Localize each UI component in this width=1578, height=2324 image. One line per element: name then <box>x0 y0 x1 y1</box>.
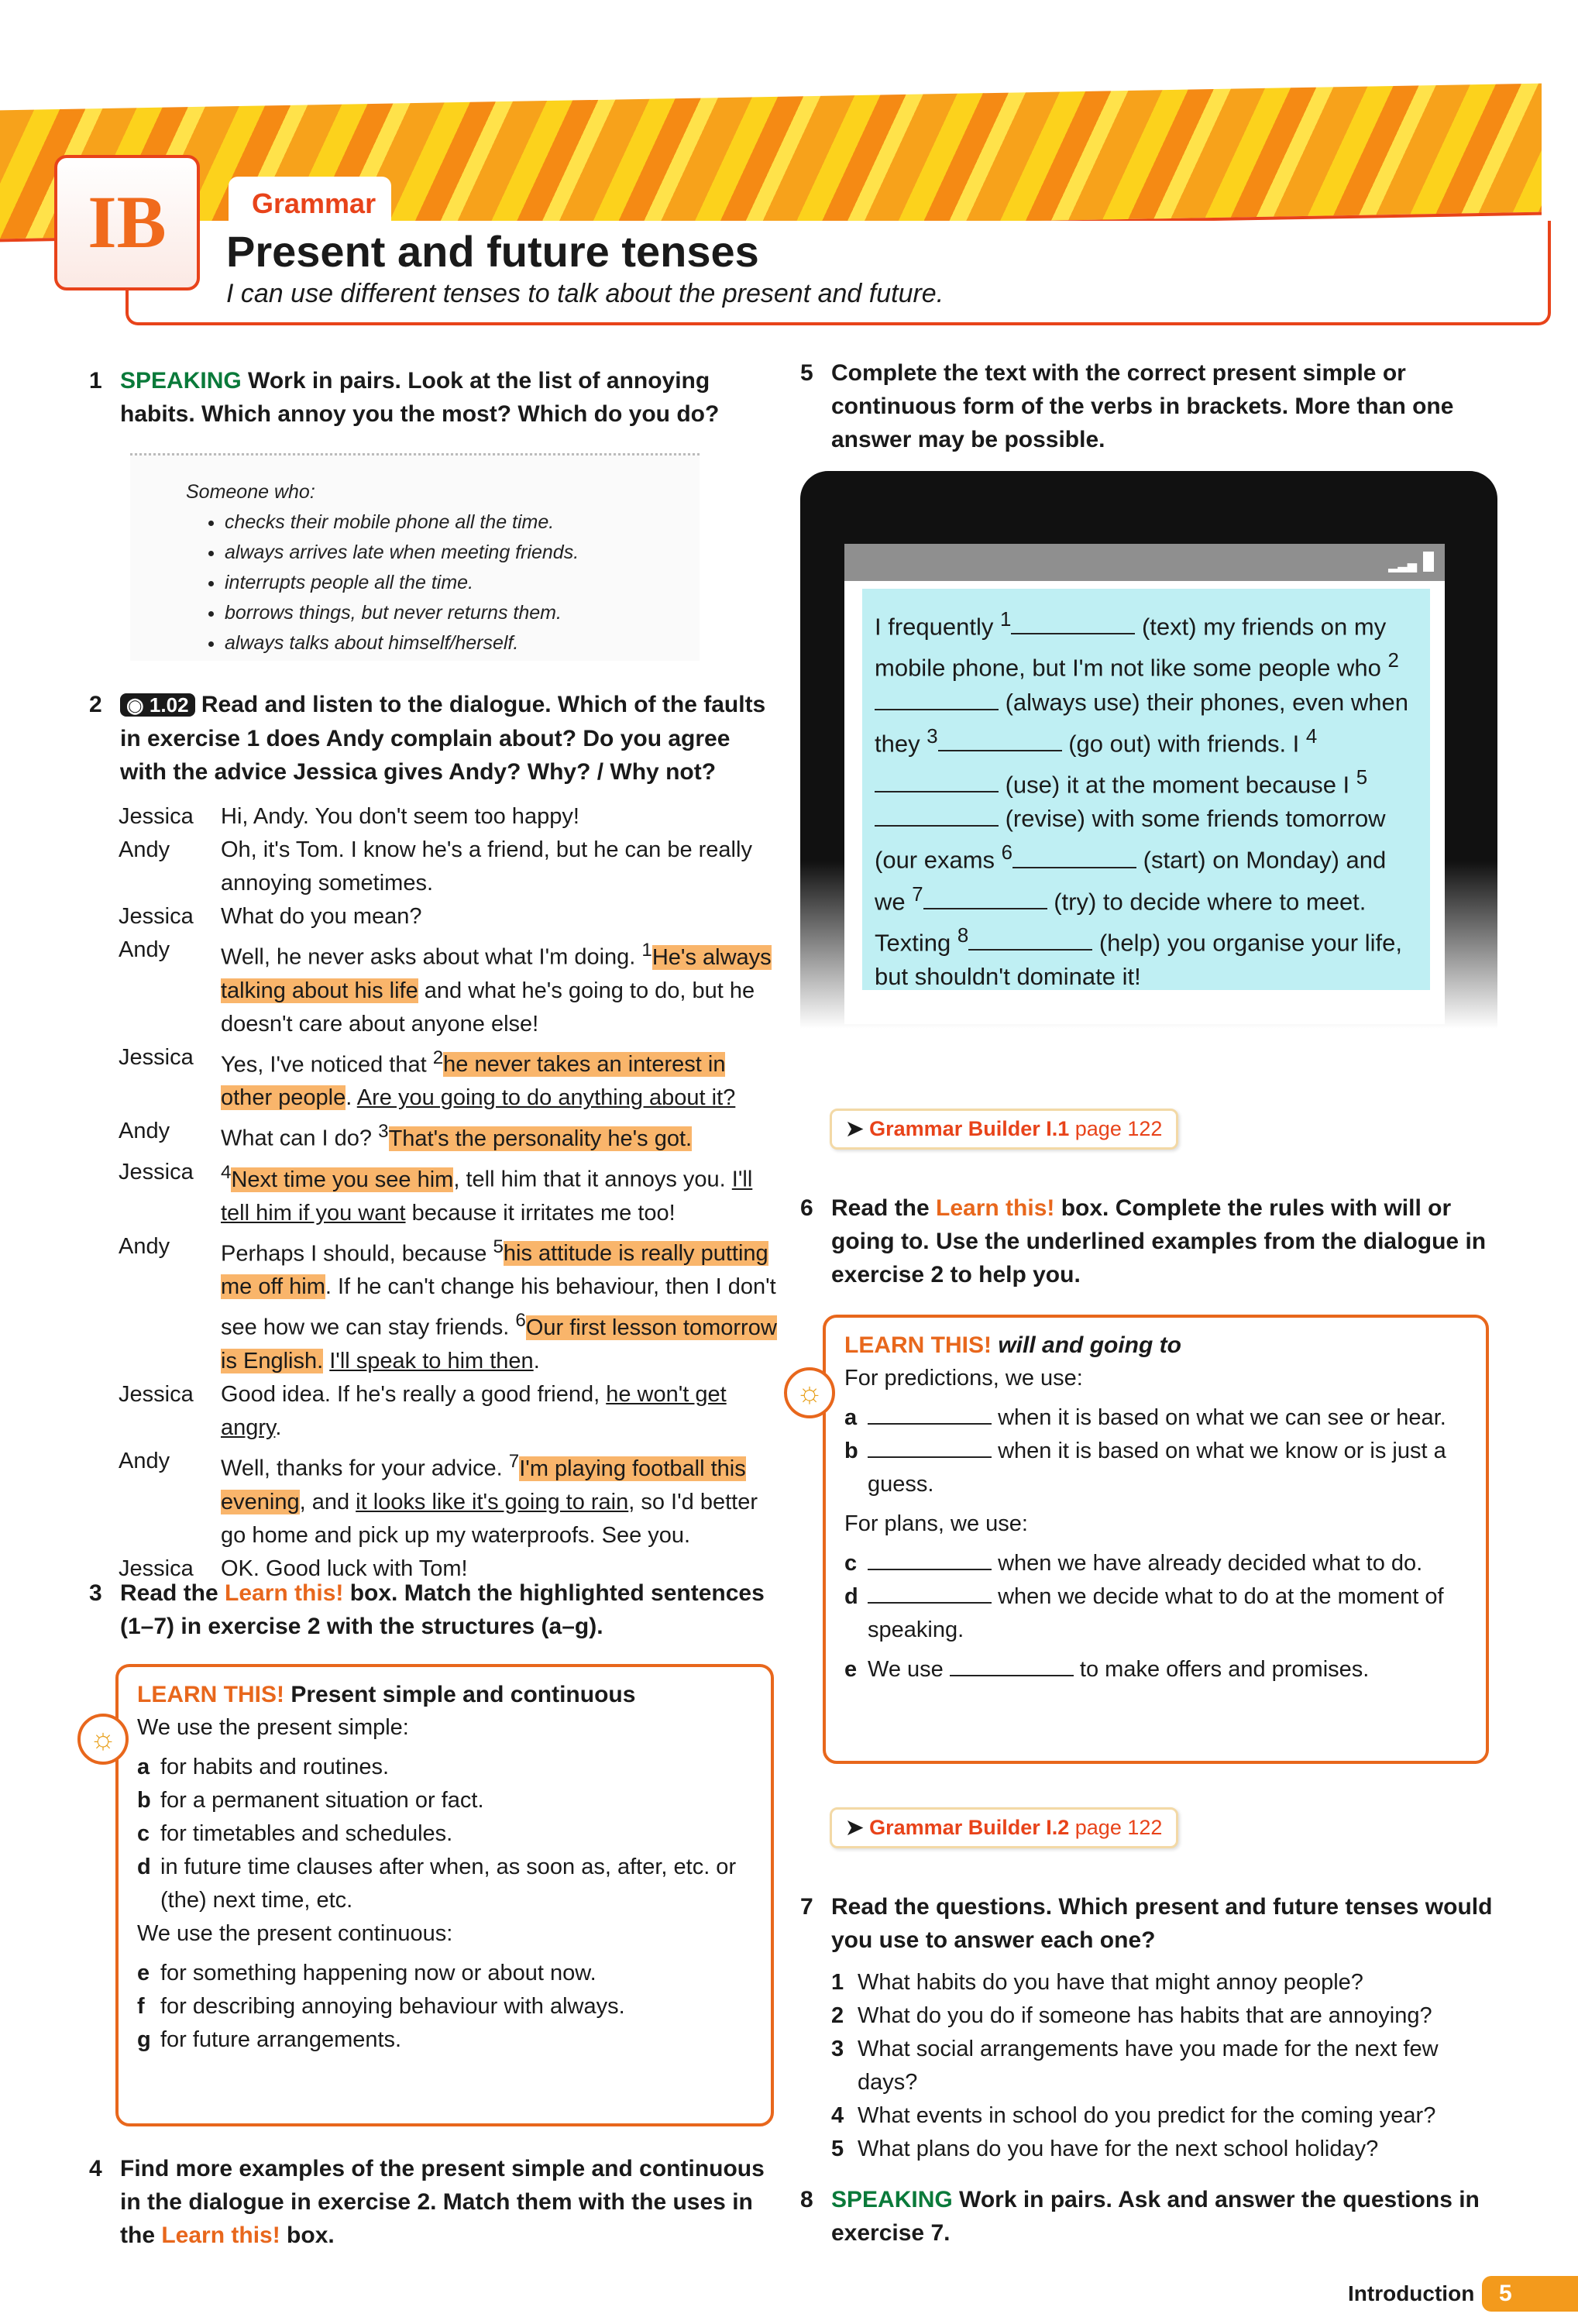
rule-text <box>160 1957 596 1990</box>
signal-icon: ▂▃▅ <box>1388 559 1417 572</box>
lightbulb-icon: ☼ <box>784 1367 835 1418</box>
rule-letter: d <box>137 1855 151 1879</box>
text: , so I'd better go home and pick up my waterproofs. See you. <box>221 1489 758 1548</box>
habit-item: • always arrives late when meeting friends. <box>225 538 700 568</box>
exercise-6: 6 Read the Learn this! box. Complete the rules with will or going to. Use the underlined examples from the dialogue in exercise 2 to help you. <box>800 1195 1487 1287</box>
question-text: What habits do you have that might annoy people? <box>858 1970 1363 1995</box>
question-list <box>831 1966 1497 2166</box>
text: . <box>346 1085 357 1111</box>
text: . If he can't change his behaviour, then I don't see how we can stay friends. <box>221 1274 776 1340</box>
dialogue-text <box>221 800 579 834</box>
speaker-name: Andy <box>119 1448 170 1473</box>
rule-text: for describing annoying behaviour with always. <box>160 1994 625 2019</box>
rule-text <box>868 1547 1422 1580</box>
text: What do you mean? <box>221 904 422 929</box>
rule-text <box>160 1751 389 1784</box>
status-bar <box>844 544 1445 581</box>
text: Well, thanks for your advice. <box>221 1456 509 1481</box>
rule-text <box>868 1435 1470 1501</box>
underlined-example: it looks like it's going to rain <box>356 1489 629 1514</box>
gap-number: 6 <box>1001 842 1013 865</box>
answer-blank[interactable] <box>868 1585 992 1604</box>
rule-letter: c <box>844 1551 858 1576</box>
habit-item: • borrows things, but never returns them. <box>225 598 700 628</box>
sentence-number: 1 <box>641 940 652 961</box>
lightbulb-icon: ☼ <box>77 1714 129 1765</box>
rule-text: when it is based on what we can see or hear. <box>998 1405 1446 1430</box>
underlined-example: I'll tell him if you want <box>221 1167 753 1226</box>
arrow-icon: ➤ <box>846 1816 864 1839</box>
rule-text <box>868 1580 1470 1647</box>
answer-blank[interactable] <box>868 1439 992 1458</box>
rule-c <box>137 1817 755 1851</box>
speaker-name: Andy <box>119 1119 170 1144</box>
rule-f <box>137 1990 755 2023</box>
dialogue-text <box>221 900 422 933</box>
dialogue-line <box>119 1378 777 1445</box>
rule-letter: a <box>844 1405 858 1430</box>
dialogue-text <box>221 1156 777 1230</box>
dialogue-line <box>119 1115 777 1156</box>
rule-letter: a <box>137 1755 150 1779</box>
speaking-tag: SPEAKING <box>120 368 242 394</box>
rule-text: when it is based on what we know or is just a guess. <box>868 1439 1446 1497</box>
rule-text <box>868 1401 1446 1435</box>
page-number: 5 <box>1482 2276 1578 2312</box>
question-number: 5 <box>831 2137 844 2161</box>
rule-d <box>844 1580 1470 1647</box>
rule-e <box>137 1957 755 1990</box>
text: OK. Good luck with Tom! <box>221 1556 468 1581</box>
sentence-number: 5 <box>493 1236 504 1257</box>
text: , and <box>299 1489 356 1514</box>
rule-text <box>160 1990 625 2023</box>
learn-this-box-present: LEARN THIS! Present simple and continuous We use the present simple: a for habits and routines. b for a permanent situation or fact. c for timetables and schedules. d in future time clauses after when, as soon as, after, etc. or (the) next time, etc. We use the present continuous: e for something happening now or about now. f for describing annoying behaviour with always. g for future arrangements. <box>115 1664 774 2126</box>
rule-text: for timetables and schedules. <box>160 1821 453 1846</box>
gap-number: 2 <box>1387 650 1399 672</box>
dialogue-text <box>221 1041 777 1116</box>
text: , tell him that it annoys you. <box>453 1167 732 1192</box>
page-subtitle: I can use different tenses to talk about the present and future. <box>226 279 944 308</box>
gap-number: 5 <box>1356 766 1368 789</box>
speaker-name: Andy <box>119 1233 170 1259</box>
footer-section: Introduction <box>1348 2281 1475 2305</box>
message-text: (try) to decide where to meet. Texting <box>875 887 1367 957</box>
highlighted-sentence: Our first lesson tomorrow is English. <box>221 1315 777 1373</box>
dialogue-line <box>119 1230 777 1378</box>
rule-text <box>160 1784 484 1817</box>
battery-icon <box>1423 552 1434 572</box>
speaking-tag: SPEAKING <box>831 2187 953 2212</box>
text: Oh, it's Tom. I know he's a friend, but he can be really annoying sometimes. <box>221 837 752 896</box>
rule-b <box>844 1435 1470 1501</box>
habit-item: • interrupts people all the time. <box>225 568 700 598</box>
speaker-name: Andy <box>119 937 170 962</box>
highlighted-sentence: he never takes an interest in other people <box>221 1052 726 1111</box>
dialogue-line <box>119 900 777 933</box>
gap-number: 7 <box>912 883 923 906</box>
highlighted-sentence: Next time you see him <box>231 1167 454 1192</box>
question-number: 4 <box>831 2103 844 2128</box>
question-item <box>831 2099 1497 2133</box>
highlighted-sentence: He's always talking about his life <box>221 944 772 1003</box>
rule-text: for something happening now or about now. <box>160 1961 596 1985</box>
rule-a <box>137 1751 755 1784</box>
rule-text: for habits and routines. <box>160 1755 390 1779</box>
answer-blank[interactable] <box>875 692 999 710</box>
arrow-icon: ➤ <box>846 1117 864 1140</box>
underlined-example: I'll speak to him then <box>329 1348 534 1373</box>
rule-letter: g <box>137 2027 151 2052</box>
text: . <box>275 1415 282 1440</box>
sentence-number: 6 <box>515 1310 526 1332</box>
message-text: (go out) with friends. I <box>1061 729 1306 757</box>
answer-blank[interactable] <box>1011 616 1135 634</box>
dialogue-line <box>119 834 777 900</box>
answer-blank[interactable] <box>968 932 1092 951</box>
dialogue-text <box>221 1445 777 1552</box>
rule-e: e We use to make offers and promises. <box>844 1657 1370 1682</box>
message-text: (use) it at the moment because I <box>999 771 1356 799</box>
highlighted-sentence: I'm playing football this evening <box>221 1456 746 1514</box>
text: Well, he never asks about what I'm doing. <box>221 944 642 970</box>
question-text: What plans do you have for the next school holiday? <box>858 2137 1379 2161</box>
grammar-builder-link-2[interactable]: ➤ Grammar Builder I.2 page 122 <box>830 1807 1178 1848</box>
question-text: What events in school do you predict for the coming year? <box>858 2103 1436 2128</box>
sentence-number: 2 <box>432 1047 444 1068</box>
section-tab: Grammar <box>229 177 391 225</box>
exercise-8: 8 SPEAKING Work in pairs. Ask and answer the questions in exercise 7. <box>800 2187 1480 2246</box>
speaker-name: Jessica <box>119 1044 194 1070</box>
dialogue-line <box>119 1156 777 1230</box>
rule-text <box>160 1851 755 1917</box>
rule-text: for a permanent situation or fact. <box>160 1788 484 1813</box>
dialogue-text <box>221 1378 777 1445</box>
speaker-name: Jessica <box>119 804 194 829</box>
page-title: Present and future tenses <box>226 227 759 276</box>
grammar-builder-link-1[interactable]: ➤ Grammar Builder I.1 page 122 <box>830 1109 1178 1150</box>
text: . <box>533 1348 540 1373</box>
rule-letter: b <box>137 1788 151 1813</box>
rule-letter: e <box>137 1961 150 1985</box>
rule-a <box>844 1401 1470 1435</box>
gap-number: 3 <box>927 725 938 748</box>
message-text: (text) my friends on my mobile phone, but I'm not like some people who <box>875 613 1388 682</box>
question-number: 3 <box>831 2037 844 2061</box>
dialogue-text <box>221 1115 692 1156</box>
rule-text: when we decide what to do at the moment of speaking. <box>868 1584 1444 1642</box>
text: Good idea. If he's really a good friend, <box>221 1381 607 1407</box>
habit-item: • always talks about himself/herself. <box>225 628 700 658</box>
message-text: (start) on Monday) and we <box>875 846 1387 915</box>
answer-blank[interactable] <box>1012 850 1136 868</box>
question-item <box>831 2033 1497 2099</box>
rule-text <box>160 1817 452 1851</box>
dialogue-text <box>221 834 777 900</box>
text: What can I do? <box>221 1126 379 1151</box>
message-text: I frequently <box>875 613 1000 641</box>
question-item <box>831 1999 1497 2033</box>
gap-number: 1 <box>999 609 1012 631</box>
question-item <box>831 1966 1497 1999</box>
habits-box: Someone who: • checks their mobile phone all the time. • always arrives late when meeting friends. • interrupts people all the time. • borrows things, but never returns them. • always talks about himself/herself. <box>130 453 700 661</box>
dialogue-line <box>119 1445 777 1552</box>
sentence-number: 7 <box>508 1450 520 1472</box>
rule-d <box>137 1851 755 1917</box>
dialogue-text <box>221 933 777 1041</box>
rule-c <box>844 1547 1470 1580</box>
underlined-example: Are you going to do anything about it? <box>356 1085 736 1111</box>
sentence-number: 4 <box>221 1161 232 1183</box>
dialogue-line <box>119 1041 777 1116</box>
text: Hi, Andy. You don't seem too happy! <box>221 804 579 829</box>
unit-badge: IB <box>54 155 200 290</box>
learn-this-box-will-going-to: LEARN THIS! will and going to For predictions, we use: a when it is based on what we can see or hear. b when it is based on what we know or is just a guess. For plans, we use: c when we have already decided what to do. d when we decide what to do at the moment of speaking. e We use to make offers and promises. <box>823 1315 1489 1764</box>
rule-g <box>137 2023 755 2057</box>
speaker-name: Jessica <box>119 1381 194 1407</box>
exercise-1: 1 SPEAKING Work in pairs. Look at the list of annoying habits. Which annoy you the most? Which do you do? <box>89 368 720 427</box>
rule-text <box>160 2023 401 2057</box>
gap-number: 4 <box>1305 725 1318 748</box>
answer-blank[interactable] <box>868 1552 992 1570</box>
rule-letter: d <box>844 1584 858 1609</box>
rule-text: when we have already decided what to do. <box>998 1551 1423 1576</box>
answer-blank[interactable] <box>938 733 1062 751</box>
dialogue-line <box>119 800 777 834</box>
exercise-3: 3 Read the Learn this! box. Match the highlighted sentences (1–7) in exercise 2 with the structures (a–g). <box>89 1580 765 1639</box>
text: Perhaps I should, because <box>221 1241 493 1267</box>
question-text: What do you do if someone has habits that are annoying? <box>858 2003 1432 2028</box>
answer-blank[interactable] <box>923 891 1047 909</box>
answer-blank[interactable] <box>875 774 999 792</box>
dialogue-line <box>119 933 777 1041</box>
rule-letter: f <box>137 1994 145 2019</box>
question-item <box>831 2133 1497 2166</box>
habit-item: • checks their mobile phone all the time. <box>225 507 700 538</box>
text-message-bubble <box>862 589 1430 990</box>
highlighted-sentence: his attitude is really putting me off him <box>221 1241 768 1300</box>
audio-track-badge[interactable]: ◉ 1.02 <box>120 693 195 717</box>
speaker-name: Jessica <box>119 904 194 929</box>
message-text: (revise) with some friends tomorrow (our exams <box>875 805 1386 874</box>
dialogue <box>119 800 777 1586</box>
rule-b <box>137 1784 755 1817</box>
exercise-2: 2 ◉ 1.02 Read and listen to the dialogue. Which of the faults in exercise 1 does Andy complain about? Do you agree with the advice Jessica gives Andy? Why? / Why not? <box>89 692 766 785</box>
sentence-number: 3 <box>378 1121 389 1143</box>
rule-text: for future arrangements. <box>160 2027 402 2052</box>
speaker-name: Jessica <box>119 1556 194 1581</box>
exercise-7: 7 Read the questions. Which present and future tenses would you use to answer each one? <box>800 1894 1493 1953</box>
exercise-4: 4 Find more examples of the present simple and continuous in the dialogue in exercise 2. Match them with the uses in the Learn this! box. <box>89 2156 765 2248</box>
message-text: (help) you organise your life, but shouldn't dominate it! <box>875 929 1402 991</box>
text: because it irritates me too! <box>405 1200 676 1226</box>
rule-letter: c <box>137 1821 150 1846</box>
answer-blank[interactable] <box>875 808 999 827</box>
message-text: (always use) their phones, even when they <box>875 688 1409 757</box>
text: and what he's going to do, but he doesn't care about anyone else! <box>221 978 755 1037</box>
answer-blank[interactable] <box>868 1406 992 1425</box>
dialogue-text <box>221 1230 777 1378</box>
text: Yes, I've noticed that <box>221 1052 433 1078</box>
highlighted-sentence: That's the personality he's got. <box>388 1126 693 1151</box>
question-text: What social arrangements have you made for the next few days? <box>858 2037 1439 2095</box>
exercise-5: 5 Complete the text with the correct present simple or continuous form of the verbs in brackets. More than one answer may be possible. <box>800 360 1454 452</box>
rule-text: in future time clauses after when, as soon as, after, etc. or (the) next time, etc. <box>160 1855 737 1913</box>
rule-letter: b <box>844 1439 858 1463</box>
answer-blank[interactable] <box>950 1658 1074 1676</box>
question-number: 2 <box>831 2003 844 2028</box>
speaker-name: Jessica <box>119 1159 194 1184</box>
underlined-example: he won't get angry <box>221 1381 727 1440</box>
question-number: 1 <box>831 1970 844 1995</box>
speaker-name: Andy <box>119 837 170 862</box>
gap-number: 8 <box>957 924 969 947</box>
